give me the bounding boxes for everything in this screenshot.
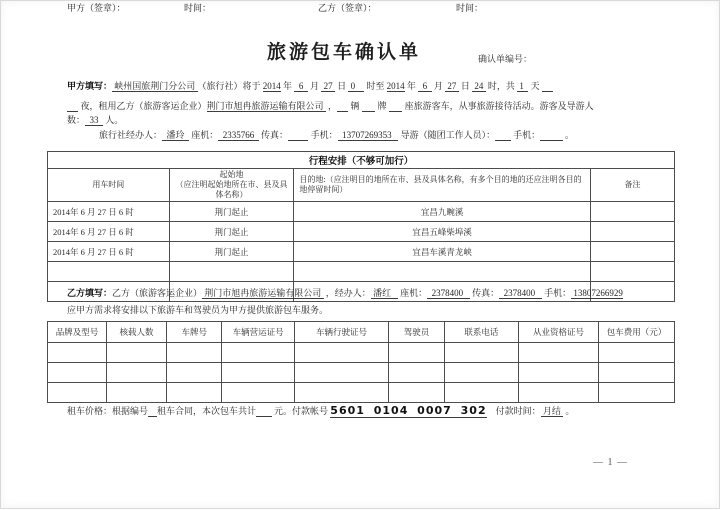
text-segment: ，经办人： — [323, 288, 371, 298]
text-segment: 传真： — [258, 130, 289, 140]
filled-value: 6 — [418, 81, 432, 91]
filled-value — [337, 101, 348, 112]
table-cell — [599, 363, 675, 383]
confirmation-number-label: 确认单编号： — [478, 54, 533, 64]
column-header: 从业资格证号 — [518, 322, 598, 343]
itinerary-title: 行程安排（不够可加行） — [48, 152, 675, 169]
party-a-line-2 — [67, 100, 594, 112]
text-segment: 年 — [404, 81, 419, 91]
table-cell — [518, 383, 598, 403]
text-segment: 手机： — [510, 130, 541, 140]
filled-value — [148, 406, 157, 417]
price-line — [67, 405, 574, 417]
table-cell — [518, 363, 598, 383]
table-cell — [295, 383, 389, 403]
table-cell: 荆门起止 — [169, 222, 294, 242]
party-a-agent-line — [99, 129, 574, 141]
table-row — [48, 343, 675, 363]
table-cell — [590, 262, 674, 282]
table-cell — [518, 343, 598, 363]
itinerary-table — [47, 151, 675, 302]
table-cell — [222, 343, 295, 363]
col-header-destination: 目的地:（应注明目的地所在市、县及具体名称，有多个目的地的还应注明各目的地停留时间） — [294, 169, 591, 202]
text-segment: 日 — [458, 81, 473, 91]
text-segment: 人。 — [103, 115, 124, 125]
filled-value: 峡州国旅荆门分公司 — [112, 81, 198, 91]
text-segment: 手机： — [541, 288, 572, 298]
col-header-time: 用车时间 — [48, 169, 170, 202]
text-segment: （旅行社）将于 — [197, 81, 263, 91]
table-cell — [106, 343, 166, 363]
column-header: 包车费用（元） — [599, 322, 675, 343]
vehicle-table — [47, 321, 675, 403]
text-segment: 牌 — [375, 101, 389, 111]
text-segment: 应甲方需求将安排以下旅游车和驾驶员为甲方提供旅游包车服务。 — [67, 305, 329, 315]
filled-value — [362, 101, 376, 112]
text-segment: 夜，租用乙方（旅游客运企业） — [78, 101, 207, 111]
text-segment: 年 — [280, 81, 295, 91]
table-cell: 荆门起止 — [169, 242, 294, 262]
table-cell: 宜昌九畹溪 — [294, 202, 591, 222]
vehicle-header-row — [48, 322, 675, 343]
text-segment: 元。付款帐号 — [271, 406, 331, 416]
page-content — [47, 1, 675, 510]
text-segment: 导游（随团工作人员）： — [398, 130, 496, 140]
filled-value: 13807266929 — [571, 288, 623, 298]
table-cell — [167, 343, 222, 363]
text-segment: 月 — [307, 81, 322, 91]
filled-value — [495, 130, 511, 141]
text-segment: 。 — [563, 406, 575, 416]
text-segment: 租车价格：根据编号 — [67, 406, 149, 416]
column-header: 车辆营运证号 — [222, 322, 295, 343]
table-cell — [590, 222, 674, 242]
table-cell — [444, 343, 518, 363]
text-segment: 。 — [562, 130, 574, 140]
filled-value — [256, 406, 272, 417]
text-segment: 乙方填写： — [67, 288, 113, 298]
table-cell: 2014年 6 月 27 日 6 时 — [48, 242, 170, 262]
column-header: 品牌及型号 — [48, 322, 107, 343]
table-cell — [48, 383, 107, 403]
column-header: 核载人数 — [106, 322, 166, 343]
text-segment: 数： — [67, 115, 86, 125]
text-segment: 日 — [334, 81, 349, 91]
col-header-note: 备注 — [590, 169, 674, 202]
table-cell — [169, 262, 294, 282]
party-a-line-3 — [67, 114, 123, 126]
text-segment: 乙方（旅游客运企业） — [112, 288, 203, 298]
text-segment: 租车合同，本次包车共计 — [157, 406, 257, 416]
table-cell — [106, 383, 166, 403]
text-segment: 时，共 — [485, 81, 518, 91]
table-cell — [444, 363, 518, 383]
text-segment: 时至 — [364, 81, 387, 91]
table-cell: 2014年 6 月 27 日 6 时 — [48, 202, 170, 222]
text-segment: 辆 — [348, 101, 362, 111]
filled-value: 27 — [445, 81, 459, 91]
text-segment: 手机： — [308, 130, 338, 140]
table-cell: 荆门起止 — [169, 202, 294, 222]
party-a-time-label: 时间： — [184, 3, 212, 13]
filled-value — [540, 130, 563, 141]
filled-value: 荆门市旭冉旅游运输有限公司 — [206, 101, 326, 111]
text-segment: 座旅游客车，从事旅游接待活动。游客及导游人 — [402, 101, 594, 111]
table-cell — [48, 343, 107, 363]
col-header-origin-sub: （应注明起始地所在市、县及具体名称） — [175, 180, 288, 199]
filled-value: 2014 — [386, 81, 405, 91]
filled-value: 2378400 — [427, 288, 470, 298]
table-cell — [106, 363, 166, 383]
table-cell — [599, 343, 675, 363]
table-cell — [389, 363, 445, 383]
table-row — [48, 222, 675, 242]
filled-value: 5601 0104 0007 302 — [330, 404, 487, 417]
party-a-seal-label: 甲方（签章）： — [67, 3, 126, 13]
text-segment: 月 — [431, 81, 446, 91]
itinerary-header-row — [48, 169, 675, 202]
table-cell — [294, 262, 591, 282]
table-cell — [222, 363, 295, 383]
filled-value: 2014 — [262, 81, 281, 91]
page-title: 旅游包车确认单 — [266, 42, 421, 63]
table-cell — [599, 383, 675, 403]
table-cell — [590, 202, 674, 222]
filled-value: 2378400 — [499, 288, 542, 298]
table-cell — [48, 262, 170, 282]
text-segment: 座机： — [189, 130, 219, 140]
filled-value: 1 — [517, 81, 529, 91]
filled-value: 潘玲 — [162, 130, 190, 140]
table-cell — [222, 383, 295, 403]
party-a-line-1 — [67, 80, 553, 92]
table-row — [48, 262, 675, 282]
party-b-time-label: 时间： — [456, 3, 484, 13]
filled-value: 33 — [85, 115, 104, 125]
page-number: — 1 — — [593, 457, 628, 468]
table-row — [48, 383, 675, 403]
text-segment: 天 — [528, 81, 542, 91]
table-cell — [389, 343, 445, 363]
filled-value — [288, 130, 308, 141]
col-header-origin — [169, 169, 294, 202]
table-cell: 2014年 6 月 27 日 6 时 — [48, 222, 170, 242]
text-segment: ， — [325, 101, 338, 111]
filled-value: 2335766 — [218, 130, 259, 140]
table-cell: 宜昌车溪青龙峡 — [294, 242, 591, 262]
column-header: 联系电话 — [444, 322, 518, 343]
column-header: 驾驶员 — [389, 322, 445, 343]
table-row — [48, 202, 675, 222]
table-cell — [167, 383, 222, 403]
text-segment: 旅行社经办人： — [99, 130, 163, 140]
filled-value: 13707269353 — [337, 130, 399, 140]
party-b-line-1 — [67, 287, 623, 299]
table-cell — [389, 383, 445, 403]
party-b-line-2 — [67, 304, 328, 316]
table-cell — [444, 383, 518, 403]
filled-value: 潘红 — [370, 288, 398, 298]
column-header: 车辆行驶证号 — [295, 322, 389, 343]
party-b-seal-label: 乙方（签章）： — [318, 3, 377, 13]
signature-line — [47, 1, 675, 15]
itinerary-title-row — [48, 152, 675, 169]
col-header-origin-main: 起始地 — [219, 170, 244, 179]
table-cell — [295, 343, 389, 363]
text-segment: 付款时间： — [486, 406, 541, 416]
filled-value: 24 — [472, 81, 486, 91]
table-row — [48, 242, 675, 262]
text-segment: 座机： — [397, 288, 428, 298]
filled-value — [67, 101, 78, 112]
filled-value: 0 — [348, 81, 365, 91]
text-segment: 传真： — [469, 288, 500, 298]
text-segment: 甲方填写： — [67, 81, 113, 91]
table-cell — [295, 363, 389, 383]
filled-value: 荆门市旭冉旅游运输有限公司 — [202, 288, 324, 298]
table-cell — [48, 363, 107, 383]
table-row — [48, 363, 675, 383]
table-cell — [167, 363, 222, 383]
table-cell — [590, 242, 674, 262]
filled-value: 6 — [294, 81, 308, 91]
filled-value — [389, 101, 403, 112]
table-cell: 宜昌五峰柴埠溪 — [294, 222, 591, 242]
filled-value — [542, 81, 553, 92]
filled-value: 27 — [321, 81, 335, 91]
filled-value: 月结 — [540, 406, 564, 416]
column-header: 车牌号 — [167, 322, 222, 343]
